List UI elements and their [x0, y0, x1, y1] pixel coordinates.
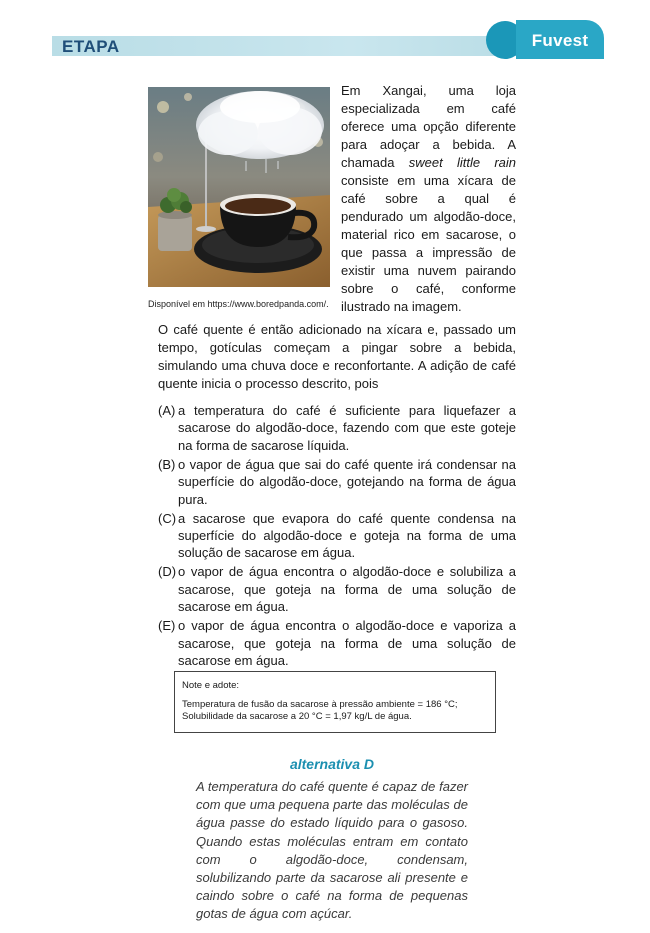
- coffee-cloud-photo: [148, 87, 330, 287]
- note-box: [174, 671, 496, 733]
- option-letter: (B): [158, 456, 176, 472]
- option-letter: (D): [158, 564, 177, 580]
- option-letter: (E): [158, 618, 176, 634]
- option-text: a temperatura do café é suficiente para liquefazer a sacarose do algodão-doce, fazendo com que este goteje na forma de sacarose líquida.: [178, 403, 516, 453]
- intro-text-before: Em Xangai, uma loja especializada em café oferece uma opção diferente para adoçar a bebida. A chamada: [341, 83, 516, 170]
- header-bar: [52, 36, 552, 56]
- note-line-fusion: Temperatura de fusão da sacarose à pressão ambiente = 186 °C;: [182, 698, 458, 710]
- option-e: [158, 617, 516, 669]
- intro-text-after: consiste em uma xícara de café sobre a qual é pendurado um algodão-doce, material rico em sacarose, o que passa a impressão de existir uma nuvem pairando sobre o café, conforme ilustrado na imagem.: [341, 173, 516, 314]
- etapa-logo: ETAPA: [62, 37, 120, 56]
- answer-title: alternativa D: [289, 756, 375, 772]
- note-line-solubility: Solubilidade da sacarose a 20 °C = 1,97 kg/L de água.: [182, 711, 412, 722]
- answer-options: [158, 402, 516, 671]
- option-letter: (C): [158, 510, 177, 526]
- answer-explanation: A temperatura do café quente é capaz de fazer com que uma pequena parte das moléculas de água passe do estado líquido para o gasoso. Quando estas moléculas entram em contato com o algodão-doce, condensam, solubilizando parte da sacarose ali presente e caindo sobre o café na forma de pequenas gotas de água com açúcar.: [196, 779, 468, 922]
- option-a: [158, 402, 516, 454]
- intro-paragraph: [341, 82, 516, 316]
- question-stem: O café quente é então adicionado na xícara e, passado um tempo, gotículas começam a pingar sobre a bebida, simulando uma chuva doce e reconfortante. A adição de café quente inicia o processo descrito, pois: [158, 322, 516, 391]
- option-d: [158, 563, 516, 615]
- note-title: Note e adote:: [182, 680, 240, 691]
- exam-tab: Fuvest: [516, 20, 604, 59]
- option-letter: (A): [158, 403, 176, 418]
- option-c: [158, 510, 516, 562]
- option-b: [158, 456, 516, 508]
- option-text: o vapor de água que sai do café quente irá condensar na superfície do algodão-doce, gotejando na forma de água pura.: [178, 456, 516, 507]
- option-text: a sacarose que evapora do café quente condensa na superfície do algodão-doce e goteja na forma de uma solução de sacarose em água.: [178, 510, 516, 561]
- option-text: o vapor de água encontra o algodão-doce e vaporiza a sacarose, que goteja na forma de uma solução de sacarose em água.: [178, 618, 516, 669]
- image-credit: Disponível em https://www.boredpanda.com/.: [148, 299, 329, 309]
- option-text: o vapor de água encontra o algodão-doce e solubiliza a sacarose, que goteja na forma de uma solução de sacarose em água.: [178, 564, 516, 615]
- intro-term: sweet little rain: [408, 155, 516, 170]
